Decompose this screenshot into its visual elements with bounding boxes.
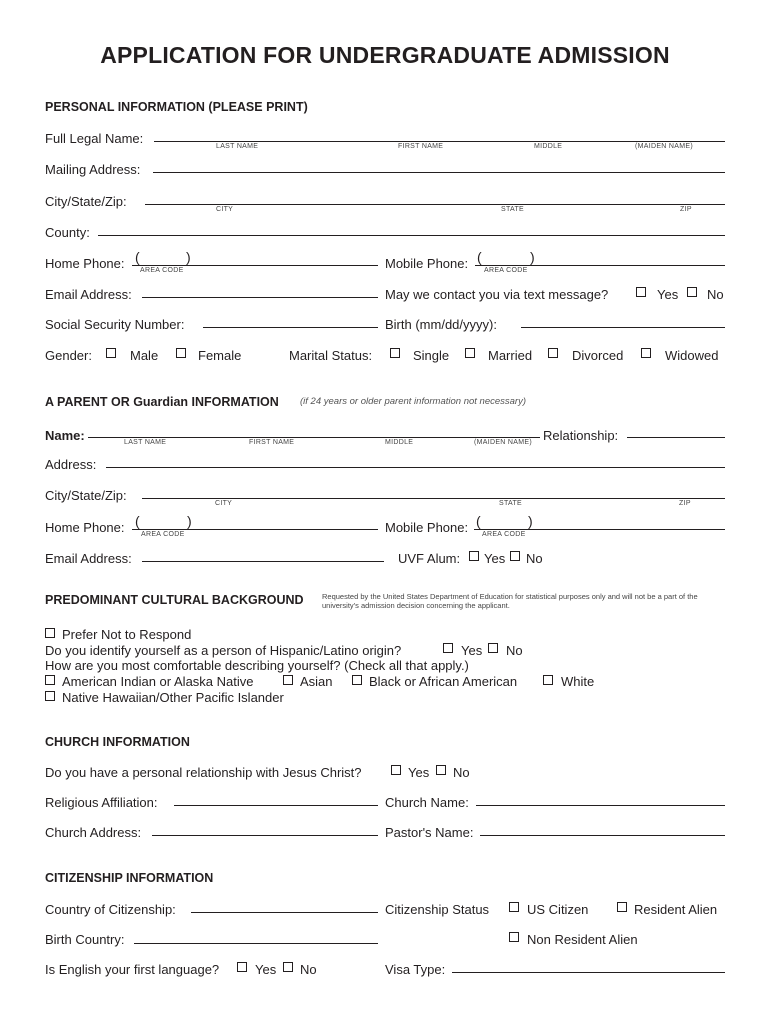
parent-home-area-code-caption: AREA CODE — [141, 531, 185, 538]
parent-home-phone-field[interactable] — [132, 529, 378, 530]
us-citizen-checkbox[interactable] — [509, 902, 519, 912]
parent-state-caption: STATE — [499, 500, 523, 507]
parent-address-field[interactable] — [106, 467, 725, 468]
parent-area-code-close-paren: ) — [187, 513, 192, 529]
non-resident-alien-label: Non Resident Alien — [527, 932, 638, 947]
single-checkbox[interactable] — [390, 348, 400, 358]
parent-email-label: Email Address: — [45, 551, 132, 566]
email-label: Email Address: — [45, 287, 132, 302]
divorced-checkbox[interactable] — [548, 348, 558, 358]
personal-heading: PERSONAL INFORMATION (PLEASE PRINT) — [45, 100, 308, 114]
pastor-name-label: Pastor's Name: — [385, 825, 474, 840]
hawaiian-checkbox[interactable] — [45, 691, 55, 701]
jesus-yes-label: Yes — [408, 765, 430, 780]
uvf-alum-yes-checkbox[interactable] — [469, 551, 479, 561]
birth-country-label: Birth Country: — [45, 932, 125, 947]
parent-maiden-name-caption: (MAIDEN NAME) — [474, 439, 532, 446]
text-yes-checkbox[interactable] — [636, 287, 646, 297]
church-heading: CHURCH INFORMATION — [45, 735, 190, 749]
english-no-checkbox[interactable] — [283, 962, 293, 972]
birth-field[interactable] — [521, 327, 725, 328]
english-question: Is English your first language? — [45, 962, 220, 977]
parent-mobile-area-code-close-paren: ) — [528, 513, 533, 529]
hispanic-no-label: No — [506, 643, 523, 658]
ssn-field[interactable] — [203, 327, 378, 328]
parent-middle-caption: MIDDLE — [385, 439, 414, 446]
city-caption: CITY — [216, 206, 234, 213]
birth-country-field[interactable] — [134, 943, 378, 944]
jesus-question: Do you have a personal relationship with Jesus Christ? — [45, 765, 362, 780]
cultural-heading: PREDOMINANT CULTURAL BACKGROUND — [45, 593, 304, 607]
describe-question: How are you most comfortable describing yourself? (Check all that apply.) — [45, 658, 469, 673]
marital-status-label: Marital Status: — [289, 348, 373, 363]
text-no-checkbox[interactable] — [687, 287, 697, 297]
city-state-zip-field[interactable] — [145, 204, 725, 205]
parent-email-field[interactable] — [142, 561, 384, 562]
english-yes-label: Yes — [255, 962, 277, 977]
us-citizen-label: US Citizen — [527, 902, 589, 917]
parent-zip-caption: ZIP — [679, 500, 691, 507]
church-address-label: Church Address: — [45, 825, 142, 840]
hispanic-question: Do you identify yourself as a person of Hispanic/Latino origin? — [45, 643, 402, 658]
female-checkbox[interactable] — [176, 348, 186, 358]
church-address-field[interactable] — [152, 835, 378, 836]
mailing-address-field[interactable] — [153, 172, 725, 173]
church-name-label: Church Name: — [385, 795, 469, 810]
religious-affiliation-label: Religious Affiliation: — [45, 795, 158, 810]
american-indian-checkbox[interactable] — [45, 675, 55, 685]
parent-city-state-zip-label: City/State/Zip: — [45, 488, 127, 503]
uvf-alum-yes-label: Yes — [484, 551, 506, 566]
area-code-close-paren: ) — [186, 249, 191, 265]
widowed-label: Widowed — [665, 348, 719, 363]
asian-checkbox[interactable] — [283, 675, 293, 685]
text-no-label: No — [707, 287, 724, 302]
mobile-area-code-close-paren: ) — [530, 249, 535, 265]
black-label: Black or African American — [369, 674, 518, 689]
relationship-label: Relationship: — [543, 428, 619, 443]
female-label: Female — [198, 348, 242, 363]
religious-affiliation-field[interactable] — [174, 805, 378, 806]
home-area-code-caption: AREA CODE — [140, 267, 184, 274]
black-checkbox[interactable] — [352, 675, 362, 685]
parent-name-label: Name: — [45, 428, 85, 443]
first-name-caption: FIRST NAME — [398, 143, 444, 150]
jesus-yes-checkbox[interactable] — [391, 765, 401, 775]
uvf-alum-no-label: No — [526, 551, 543, 566]
city-state-zip-label: City/State/Zip: — [45, 194, 127, 209]
prefer-not-label: Prefer Not to Respond — [62, 627, 192, 642]
parent-heading: A PARENT OR Guardian INFORMATION — [45, 395, 279, 409]
ssn-label: Social Security Number: — [45, 317, 185, 332]
country-of-citizenship-field[interactable] — [191, 912, 378, 913]
pastor-name-field[interactable] — [480, 835, 725, 836]
mobile-area-code-open-paren: ( — [477, 249, 482, 265]
white-label: White — [561, 674, 595, 689]
parent-name-field[interactable] — [88, 437, 540, 438]
married-label: Married — [488, 348, 533, 363]
uvf-alum-no-checkbox[interactable] — [510, 551, 520, 561]
parent-mobile-phone-label: Mobile Phone: — [385, 520, 469, 535]
parent-mobile-area-code-open-paren: ( — [476, 513, 481, 529]
resident-alien-checkbox[interactable] — [617, 902, 627, 912]
male-label: Male — [130, 348, 159, 363]
middle-caption: MIDDLE — [534, 143, 563, 150]
parent-city-state-zip-field[interactable] — [142, 498, 725, 499]
parent-city-caption: CITY — [215, 500, 233, 507]
american-indian-label: American Indian or Alaska Native — [62, 674, 254, 689]
non-resident-alien-checkbox[interactable] — [509, 932, 519, 942]
page-title: APPLICATION FOR UNDERGRADUATE ADMISSION — [100, 42, 670, 68]
area-code-open-paren: ( — [135, 249, 140, 265]
citizenship-heading: CITIZENSHIP INFORMATION — [45, 871, 214, 885]
cultural-note: Requested by the United States Department of Education for statistical purposes only and will not be a part of the university's admission decision concerning the applicant. — [322, 592, 698, 610]
asian-label: Asian — [300, 674, 333, 689]
uvf-alum-label: UVF Alum: — [398, 551, 461, 566]
single-label: Single — [413, 348, 450, 363]
text-yes-label: Yes — [657, 287, 679, 302]
mailing-address-label: Mailing Address: — [45, 162, 141, 177]
parent-first-name-caption: FIRST NAME — [249, 439, 295, 446]
zip-caption: ZIP — [680, 206, 692, 213]
gender-label: Gender: — [45, 348, 92, 363]
church-name-field[interactable] — [476, 805, 725, 806]
male-checkbox[interactable] — [106, 348, 116, 358]
maiden-name-caption: (MAIDEN NAME) — [635, 143, 693, 150]
email-field[interactable] — [142, 297, 378, 298]
jesus-no-label: No — [453, 765, 470, 780]
parent-address-label: Address: — [45, 457, 97, 472]
resident-alien-label: Resident Alien — [634, 902, 718, 917]
divorced-label: Divorced — [572, 348, 624, 363]
mobile-area-code-caption: AREA CODE — [484, 267, 528, 274]
state-caption: STATE — [501, 206, 525, 213]
country-of-citizenship-label: Country of Citizenship: — [45, 902, 176, 917]
text-message-question: May we contact you via text message? — [385, 287, 609, 302]
hawaiian-label: Native Hawaiian/Other Pacific Islander — [62, 690, 284, 705]
full-legal-name-field[interactable] — [154, 141, 725, 142]
parent-last-name-caption: LAST NAME — [124, 439, 167, 446]
birth-label: Birth (mm/dd/yyyy): — [385, 317, 497, 332]
relationship-field[interactable] — [627, 437, 725, 438]
citizenship-status-label: Citizenship Status — [385, 902, 490, 917]
mobile-phone-field[interactable] — [475, 265, 725, 266]
prefer-not-checkbox[interactable] — [45, 628, 55, 638]
jesus-no-checkbox[interactable] — [436, 765, 446, 775]
parent-home-phone-label: Home Phone: — [45, 520, 125, 535]
hispanic-yes-checkbox[interactable] — [443, 643, 453, 653]
married-checkbox[interactable] — [465, 348, 475, 358]
full-legal-name-label: Full Legal Name: — [45, 131, 144, 146]
english-yes-checkbox[interactable] — [237, 962, 247, 972]
visa-type-field[interactable] — [452, 972, 725, 973]
last-name-caption: LAST NAME — [216, 143, 259, 150]
mobile-phone-label: Mobile Phone: — [385, 256, 469, 271]
parent-area-code-open-paren: ( — [135, 513, 140, 529]
parent-note: (if 24 years or older parent information not necessary) — [300, 396, 526, 407]
widowed-checkbox[interactable] — [641, 348, 651, 358]
hispanic-yes-label: Yes — [461, 643, 483, 658]
english-no-label: No — [300, 962, 317, 977]
county-field[interactable] — [98, 235, 725, 236]
hispanic-no-checkbox[interactable] — [488, 643, 498, 653]
county-label: County: — [45, 225, 90, 240]
home-phone-field[interactable] — [132, 265, 378, 266]
parent-mobile-phone-field[interactable] — [474, 529, 725, 530]
white-checkbox[interactable] — [543, 675, 553, 685]
parent-mobile-area-code-caption: AREA CODE — [482, 531, 526, 538]
visa-type-label: Visa Type: — [385, 962, 446, 977]
home-phone-label: Home Phone: — [45, 256, 125, 271]
